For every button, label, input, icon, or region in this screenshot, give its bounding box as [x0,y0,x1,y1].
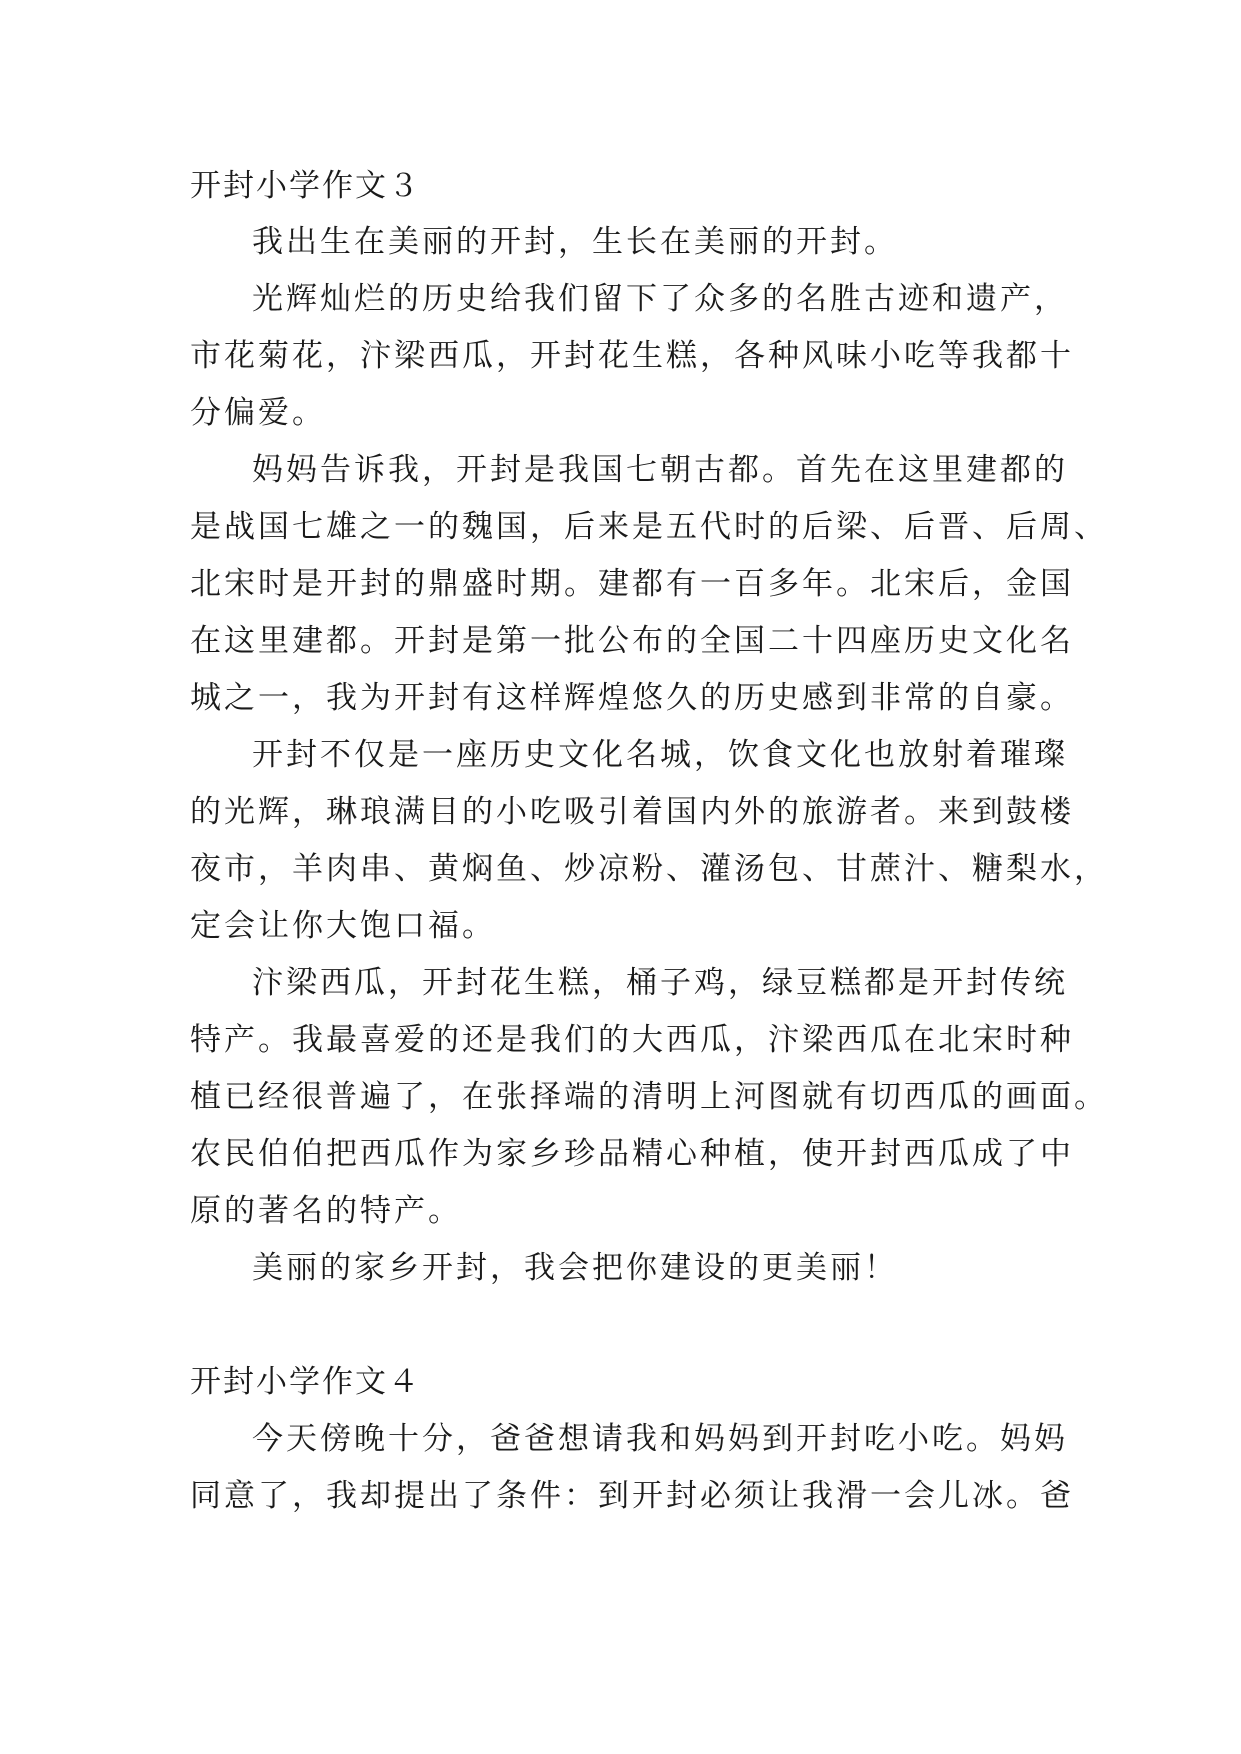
paragraph-line: 美丽的家乡开封，我会把你建设的更美丽！ [252,1250,898,1286]
paragraph-line: 同意了，我却提出了条件：到开封必须让我滑一会儿冰。爸 [190,1478,1074,1514]
paragraph-line: 原的著名的特产。 [190,1193,462,1229]
paragraph-line: 光辉灿烂的历史给我们留下了众多的名胜古迹和遗产， [252,281,1068,317]
paragraph-line: 在这里建都。开封是第一批公布的全国二十四座历史文化名 [190,623,1074,659]
paragraph-line: 我出生在美丽的开封，生长在美丽的开封。 [252,224,898,260]
essay-heading: 开封小学作文４ [190,1364,421,1400]
paragraph-line: 北宋时是开封的鼎盛时期。建都有一百多年。北宋后，金国 [190,566,1074,602]
paragraph-line: 特产。我最喜爱的还是我们的大西瓜，汴梁西瓜在北宋时种 [190,1022,1074,1058]
paragraph-line: 夜市，羊肉串、黄焖鱼、炒凉粉、灌汤包、甘蔗汁、糖梨水， [190,851,1108,887]
paragraph-line: 农民伯伯把西瓜作为家乡珍品精心种植，使开封西瓜成了中 [190,1136,1074,1172]
paragraph-line: 妈妈告诉我，开封是我国七朝古都。首先在这里建都的 [252,452,1068,488]
paragraph-line: 是战国七雄之一的魏国，后来是五代时的后梁、后晋、后周、 [190,509,1108,545]
paragraph-line: 开封不仅是一座历史文化名城，饮食文化也放射着璀璨 [252,737,1068,773]
paragraph-line: 今天傍晚十分，爸爸想请我和妈妈到开封吃小吃。妈妈 [252,1421,1068,1457]
paragraph-line: 定会让你大饱口福。 [190,908,496,944]
essay-heading: 开封小学作文３ [190,168,421,204]
paragraph-line: 汴梁西瓜，开封花生糕，桶子鸡，绿豆糕都是开封传统 [252,965,1068,1001]
paragraph-line: 植已经很普遍了，在张择端的清明上河图就有切西瓜的画面。 [190,1079,1108,1115]
paragraph-line: 的光辉，琳琅满目的小吃吸引着国内外的旅游者。来到鼓楼 [190,794,1074,830]
paragraph-line: 市花菊花，汴梁西瓜，开封花生糕，各种风味小吃等我都十 [190,338,1074,374]
paragraph-line: 城之一，我为开封有这样辉煌悠久的历史感到非常的自豪。 [190,680,1074,716]
paragraph-line: 分偏爱。 [190,395,326,431]
